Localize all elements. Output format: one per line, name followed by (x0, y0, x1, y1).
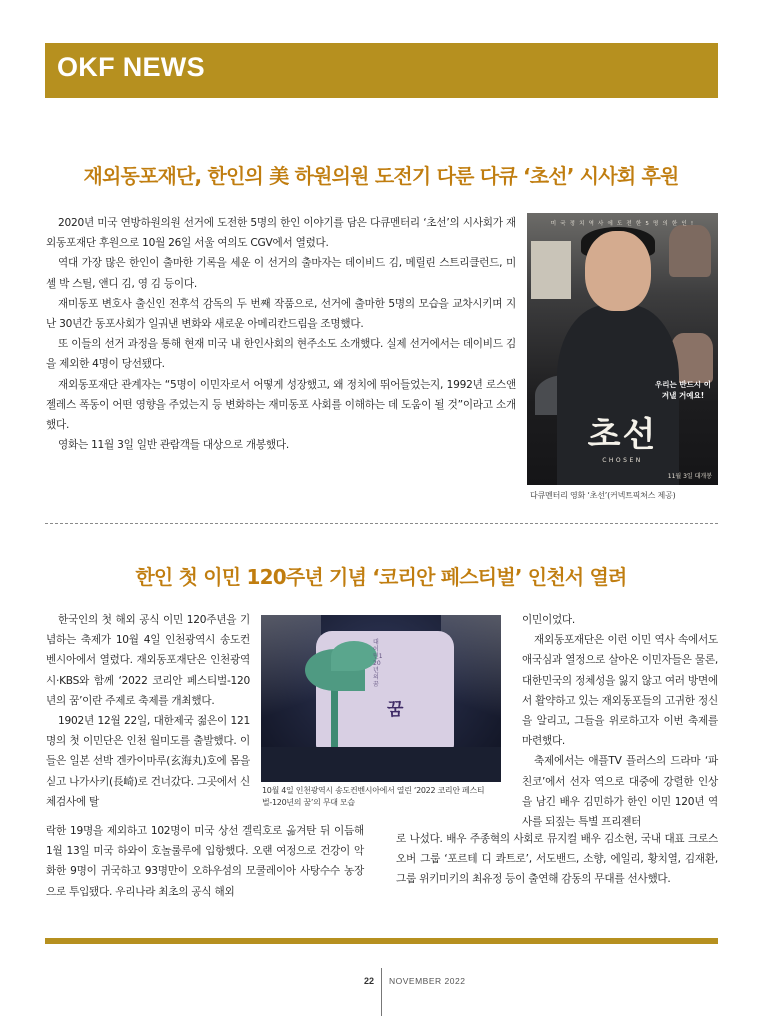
article2-column-left-bottom (46, 821, 364, 902)
poster-tagline: 우리는 반드시 이겨낼 거예요! (655, 380, 711, 400)
article2-headline: 한인 첫 이민 120주년 기념 ‘코리안 페스티벌’ 인천서 열려 (135, 565, 627, 589)
festival-stage-photo (261, 615, 501, 782)
poster-figure-face (585, 231, 651, 311)
poster-subtitle: CHOSEN (602, 457, 643, 464)
paragraph: 또 이들의 선거 과정을 통해 현재 미국 내 한인사회의 현주소도 소개했다. 실제 선거에서는 데이비드 김을 제외한 4명이 당선됐다. (46, 338, 516, 371)
paragraph: 2020년 미국 연방하원의원 선거에 도전한 5명의 한인 이야기를 담은 다큐멘터리 ‘초선’의 시사회가 재외동포재단 후원으로 10월 26일 서울 여의도 CGV에서 열렸다. (46, 217, 516, 250)
footer-divider (381, 968, 382, 1016)
section-divider (45, 523, 718, 524)
section-title: OKF NEWS (57, 52, 205, 82)
stage-vertical-text: 대이민120년의꿈 (373, 639, 383, 688)
poster-caption: 다큐멘터리 영화 ‘초선’(커넥트픽쳐스 제공) (530, 491, 676, 500)
stage-photo-caption: 10월 4일 인천광역시 송도컨벤시아에서 열린 ‘2022 코리안 페스티벌-120년의 꿈’의 무대 모습 (262, 786, 485, 807)
paragraph: 재외동포재단은 이런 이민 역사 속에서도 애국심과 열정으로 살아온 이민자들은 물론, 대한민국의 정체성을 잃지 않고 여러 방면에서 활약하고 있는 재외동포들의 고귀한 정신을 알리고, 그들을 위로하고자 이번 축제를 마련했다. (522, 634, 718, 748)
palm-tree-leaf (331, 641, 377, 671)
poster-title: 초선 (587, 415, 658, 455)
article1-headline: 재외동포재단, 한인의 美 하원의원 도전기 다룬 다큐 ‘초선’ 시사회 후원 (83, 164, 679, 188)
issue-date: NOVEMBER 2022 (389, 976, 466, 986)
page-number: 22 (363, 976, 374, 986)
paragraph: 역대 가장 많은 한인이 출마한 기록을 세운 이 선거의 출마자는 데이비드 김, 메릴린 스트리클런드, 미셸 박 스틸, 앤디 김, 영 김 등이다. (46, 257, 516, 290)
poster-release-date: 11월 3일 대개봉 (667, 473, 712, 480)
paragraph: 축제에서는 애플TV 플러스의 드라마 ‘파친코’에서 선자 역으로 대중에 강렬한 인상을 남긴 배우 김민하가 한인 이민 120년 역사를 되짚는 특별 프리젠터 (522, 755, 718, 829)
stage-floor (261, 747, 501, 782)
paragraph: 이민이었다. (522, 614, 576, 626)
stage-dream-text: 꿈 (387, 700, 404, 720)
poster-top-text: 미 국 정 치 역 사 에 도 전 한 5 명 의 한 인 ! (550, 221, 695, 227)
poster-portrait-top-right (669, 225, 711, 277)
paragraph: 1902년 12월 22일, 대한제국 젊은이 121명의 첫 이민단은 인천 월미도를 출발했다. 이들은 일본 선박 겐카이마루(玄海丸)호에 몸을 싣고 나가사키(長崎)로 건너갔다. 그곳에서 신체검사에 탈 (46, 715, 250, 808)
paragraph: 락한 19명을 제외하고 102명이 미국 상선 겔릭호로 옮겨탄 뒤 이듬해 1월 13일 미국 하와이 호놀룰루에 입항했다. 오랜 여정으로 건강이 악화한 9명이 귀국하고 93명만이 오하우섬의 모쿨레이아 사탕수수 농장으로 투입됐다. 우리나라 최초의 공식 해외 (46, 825, 364, 898)
paragraph: 로 나섰다. 배우 주종혁의 사회로 뮤지컬 배우 김소현, 국내 대표 크로스오버 그룹 ‘포르테 디 콰트로’, 서도밴드, 소향, 에일리, 황치열, 김재환, 그룹 위키미키의 최유정 등이 출연해 감동의 무대를 선사했다. (396, 833, 718, 886)
poster-protest-sign (531, 241, 571, 299)
paragraph: 재미동포 변호사 출신인 전후석 감독의 두 번째 작품으로, 선거에 출마한 5명의 모습을 교차시키며 지난 30년간 동포사회가 일궈낸 변화와 새로운 아메리칸드림을 조명했다. (46, 297, 516, 331)
movie-poster-image (527, 213, 718, 485)
palm-tree-trunk (331, 685, 338, 751)
section-banner (45, 43, 718, 98)
paragraph: 영화는 11월 3일 일반 관람객들 대상으로 개봉했다. (58, 439, 289, 452)
footer-rule (45, 938, 718, 944)
paragraph: 재외동포재단 관계자는 “5명이 이민자로서 어떻게 성장했고, 왜 정치에 뛰어들었는지, 1992년 로스앤젤레스 폭동이 어떤 영향을 주었는지 등 변화하는 재미동포 사회를 이해하는 데 도움이 될 것”이라고 소개했다. (46, 378, 516, 432)
article1-body (46, 213, 516, 455)
paragraph: 한국인의 첫 해외 공식 이민 120주년을 기념하는 축제가 10월 4일 인천광역시 송도컨벤시아에서 열렸다. 재외동포재단은 인천광역시·KBS와 함께 ‘2022 코리안 페스티벌-120년의 꿈’이란 주제로 축제를 개최했다. (46, 614, 250, 707)
article2-column-right (522, 610, 718, 832)
article2-column-left (46, 610, 250, 812)
article2-column-right-bottom (396, 829, 718, 890)
